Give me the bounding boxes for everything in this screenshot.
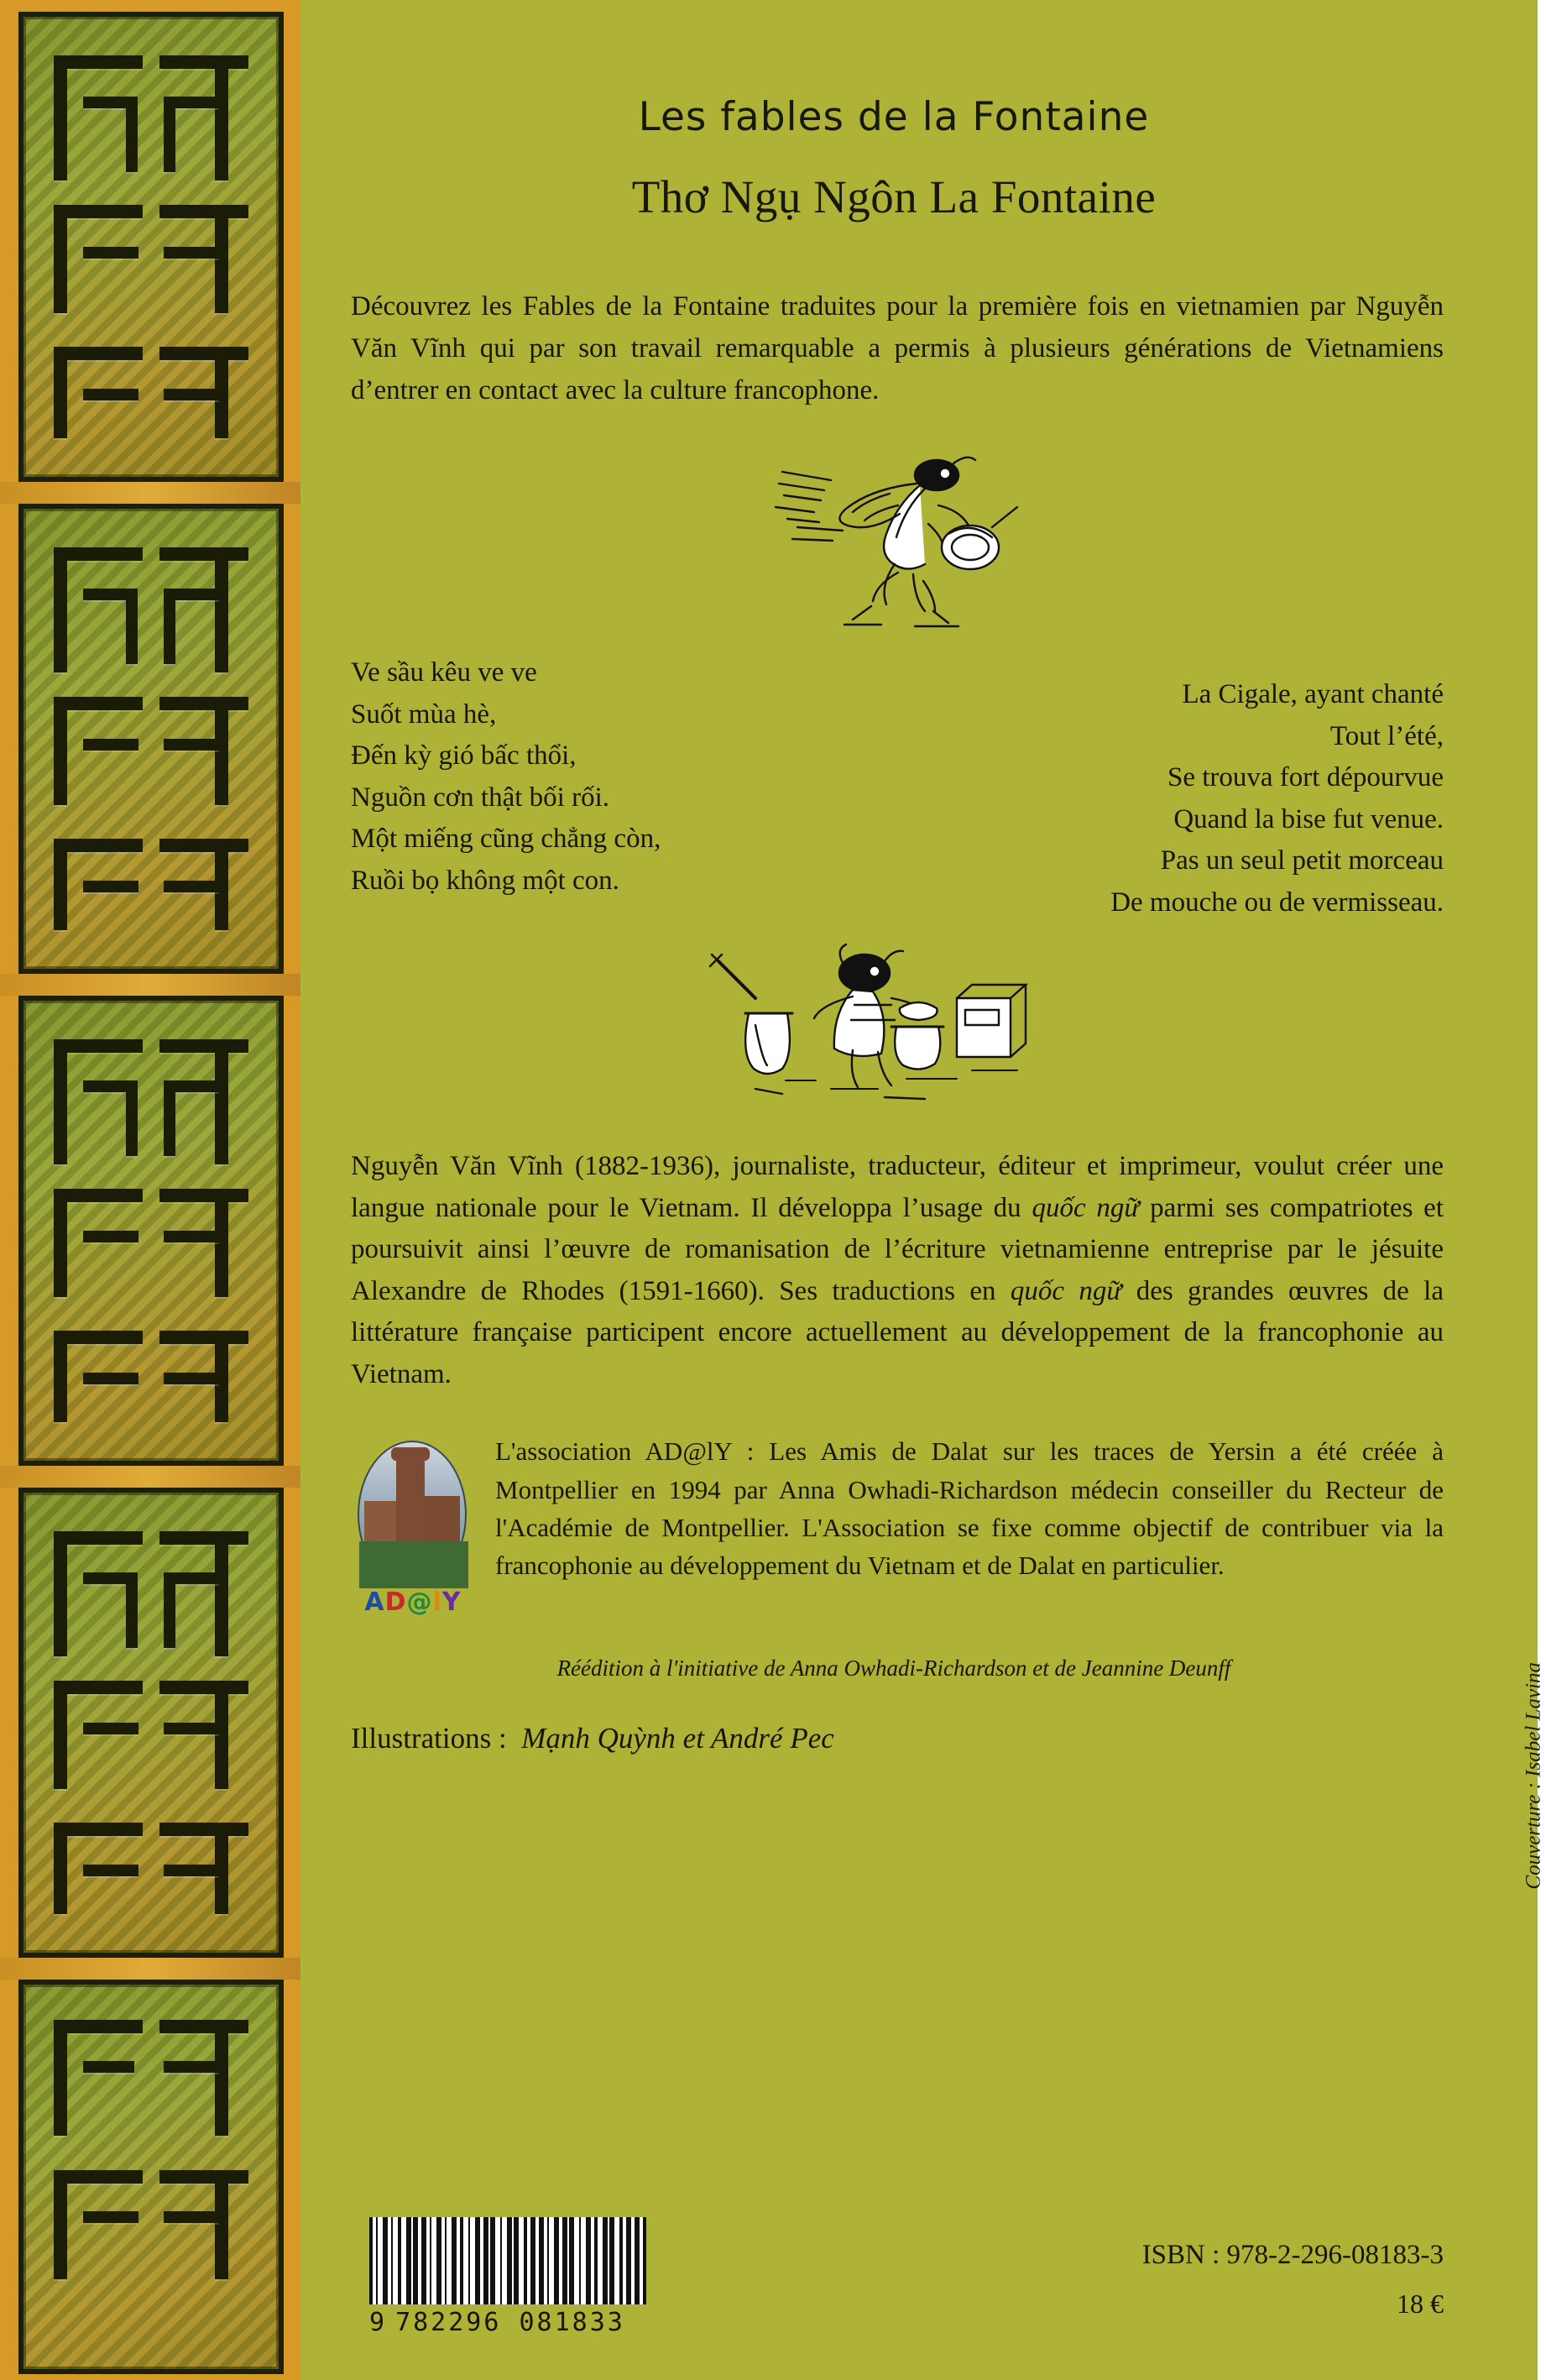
border-tile-gap xyxy=(0,1466,300,1488)
border-tile-gap xyxy=(0,482,300,504)
poem-line: Một miếng cũng chẳng còn, xyxy=(351,824,661,855)
content-column xyxy=(336,0,1452,2380)
maze-pattern xyxy=(45,531,257,947)
border-motif-tile xyxy=(18,12,284,482)
illustrations-credit xyxy=(351,1722,1452,1755)
poem-line: Nguồn cơn thật bối rối. xyxy=(351,782,609,813)
poem-pair xyxy=(336,652,1452,918)
logo-wordmark xyxy=(351,1588,475,1617)
border-motif-tile xyxy=(18,996,284,1466)
maze-pattern xyxy=(45,39,257,455)
bio-italic-2: quốc ngữ xyxy=(1010,1275,1122,1306)
barcode-digits xyxy=(369,2308,646,2337)
bio-italic-1: quốc ngữ xyxy=(1032,1192,1140,1223)
poem-line: Se trouva fort dépourvue xyxy=(1167,762,1444,793)
poem-line: Đến kỳ gió bấc thổi, xyxy=(351,740,577,772)
logo-letter: A xyxy=(364,1588,385,1618)
poem-line: Tout l’été, xyxy=(1329,720,1444,751)
blurb-paragraph: Découvrez les Fables de la Fontaine traduites pour la première fois en vietnamien par Nguyễn Văn Vĩnh qui par son travail remarquable a permis à plusieurs générations de Vietnamiens d’entrer en contact avec la culture francophone. xyxy=(351,291,1444,406)
poem-line: Quand la bise fut venue. xyxy=(1173,803,1444,834)
bio-part-1: Nguyễn Văn Vĩnh (1882-1936), journaliste, traducteur, éditeur et imprimeur, voulut créer une langue nationale pour le Vietnam. Il développa l’usage du xyxy=(351,1151,1444,1223)
poem-line: Pas un seul petit morceau xyxy=(1160,845,1444,876)
association-block xyxy=(336,1432,1452,1634)
barcode-digit-group: 782296 081833 xyxy=(395,2308,625,2337)
logo-letter: l xyxy=(432,1588,442,1618)
border-tile-gap xyxy=(0,1958,300,1980)
price-text: 18 € xyxy=(1397,2288,1444,2320)
border-motif-tile xyxy=(18,504,284,974)
poem-french xyxy=(1110,674,1444,923)
poem-line: Suốt mùa hè, xyxy=(351,698,497,730)
maze-pattern xyxy=(45,1514,257,1931)
building-roof xyxy=(391,1447,430,1461)
logo-letter: D xyxy=(384,1588,407,1618)
maze-pattern xyxy=(45,1023,257,1439)
footer-area xyxy=(336,2217,1452,2343)
cicada-drawing xyxy=(772,447,1049,627)
bio-part-2: parmi ses compatriotes et poursuivit ainsi l’œuvre de romanisation de l’écriture vietnamienne entreprise par le jésuite Alexandre de Rhodes (1591-1660). Ses traductions en xyxy=(351,1192,1444,1306)
cover-credit: Couverture : Isabel Lavina xyxy=(1522,1662,1545,1890)
illustration-ant xyxy=(705,933,1041,1109)
tree-foliage xyxy=(359,1541,468,1588)
poem-line: Ve sầu kêu ve ve xyxy=(351,657,537,688)
reedition-note: Réédition à l'initiative de Anna Owhadi-Richardson et de Jeannine Deunff xyxy=(556,1656,1231,1682)
isbn-price-block xyxy=(1142,2231,1444,2329)
poem-line: Ruồi bọ không một con. xyxy=(351,865,619,896)
barcode-bars xyxy=(369,2217,646,2304)
illustrations-names: Mạnh Quỳnh et André Pec xyxy=(521,1722,834,1755)
poem-vietnamese xyxy=(351,652,661,902)
poem-line: La Cigale, ayant chanté xyxy=(1182,679,1444,710)
border-tile-gap xyxy=(0,974,300,996)
ant-drawing xyxy=(705,933,1041,1109)
maze-pattern xyxy=(45,2006,257,2347)
association-logo xyxy=(351,1441,475,1619)
poem-line: De mouche ou de vermisseau. xyxy=(1110,887,1444,918)
bio-part-3: des grandes œuvres de la littérature française participent encore actuellement au développement de la francophonie au Vietnam. xyxy=(351,1275,1444,1389)
decorative-border-band xyxy=(0,0,300,2380)
illustrations-label: Illustrations : xyxy=(351,1722,507,1755)
association-text: L'association AD@lY : Les Amis de Dalat sur les traces de Yersin a été créée à Montpellier en 1994 par Anna Owhadi-Richardson médecin conseiller du Recteur de l'Académie de Montpellier. L'Association se fixe comme objectif de contribuer via la francophonie au développement du Vietnam et de Dalat en particulier. xyxy=(495,1436,1444,1581)
isbn-text: ISBN : 978-2-296-08183-3 xyxy=(1141,2240,1444,2270)
logo-letter: @ xyxy=(406,1588,433,1618)
border-motif-tile xyxy=(18,1980,284,2374)
barcode xyxy=(369,2217,646,2337)
illustration-cicada xyxy=(772,447,1049,627)
logo-letter: Y xyxy=(441,1588,462,1618)
barcode-digit-prefix: 9 xyxy=(369,2308,388,2337)
border-motif-tile xyxy=(18,1488,284,1958)
logo-photo-oval xyxy=(358,1441,467,1588)
author-biography xyxy=(351,1146,1444,1395)
title-vietnamese: Thơ Ngụ Ngôn La Fontaine xyxy=(631,171,1157,222)
title-french: Les fables de la Fontaine xyxy=(638,94,1150,140)
